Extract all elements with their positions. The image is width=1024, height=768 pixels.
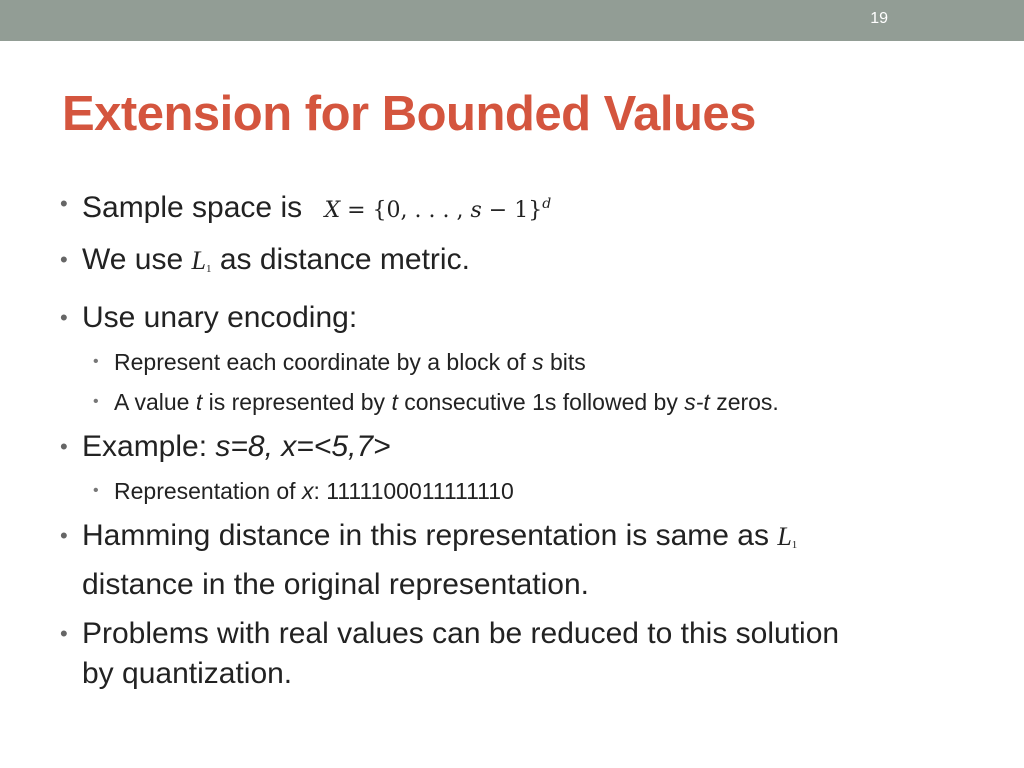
block-end: bits — [549, 349, 586, 375]
bullet-metric — [60, 240, 990, 289]
formula-eq: = { — [340, 198, 387, 223]
bullet-list — [60, 184, 990, 694]
hamming-sub: 1 — [791, 539, 798, 551]
metric-sub: 1 — [205, 263, 212, 275]
value-text-a: A value — [114, 389, 190, 415]
encoding-text: Use unary encoding: — [82, 301, 358, 334]
slide-number: 19 — [870, 10, 888, 27]
problems-line2: by quantization. — [82, 657, 293, 690]
formula-start: 0, . . . , — [386, 198, 471, 223]
value-text-d: zeros. — [716, 389, 779, 415]
formula-lhs: X — [324, 198, 341, 223]
hamming-text: Hamming distance in this representation is same as — [82, 519, 769, 552]
formula-s: s — [470, 198, 482, 223]
example-value: s=8, x=<5,7> — [215, 430, 391, 463]
sub-bullet-block — [60, 346, 990, 378]
block-text: Represent each coordinate by a block of — [114, 349, 526, 375]
hamming-l: L — [777, 522, 792, 551]
representation-var-x: x — [301, 478, 314, 504]
metric-l1-symbol — [192, 246, 212, 275]
formula-exp: d — [542, 196, 552, 212]
metric-l: L — [191, 246, 206, 275]
metric-after: as distance metric. — [219, 243, 470, 276]
slide-title: Extension for Bounded Values — [62, 87, 756, 141]
bullet-example — [60, 427, 990, 467]
bullet-encoding — [60, 298, 990, 338]
bullet-problems — [60, 614, 990, 694]
block-var-s: s — [532, 349, 544, 375]
bullet-hamming — [60, 516, 990, 605]
sub-bullet-value — [60, 386, 990, 418]
value-text-c: consecutive 1s followed by — [404, 389, 678, 415]
top-bar — [0, 0, 1024, 41]
hamming-l1-symbol — [777, 522, 797, 551]
value-var-st: s-t — [684, 389, 710, 415]
hamming-line2: distance in the original representation. — [82, 568, 589, 601]
problems-line1: Problems with real values can be reduced to this solution — [82, 617, 840, 650]
value-var-t2: t — [391, 389, 398, 415]
representation-value: : 1111100011111110 — [313, 478, 514, 504]
sub-bullet-representation — [60, 475, 990, 507]
representation-text: Representation of — [114, 478, 296, 504]
formula-end: − 1} — [481, 198, 543, 223]
value-text-b: is represented by — [208, 389, 386, 415]
bullet-sample-space — [60, 184, 990, 231]
example-label: Example: — [82, 430, 208, 463]
value-var-t1: t — [195, 389, 203, 415]
sample-space-text: Sample space is — [82, 191, 303, 224]
metric-before: We use — [82, 243, 184, 276]
sample-space-formula — [324, 198, 551, 223]
